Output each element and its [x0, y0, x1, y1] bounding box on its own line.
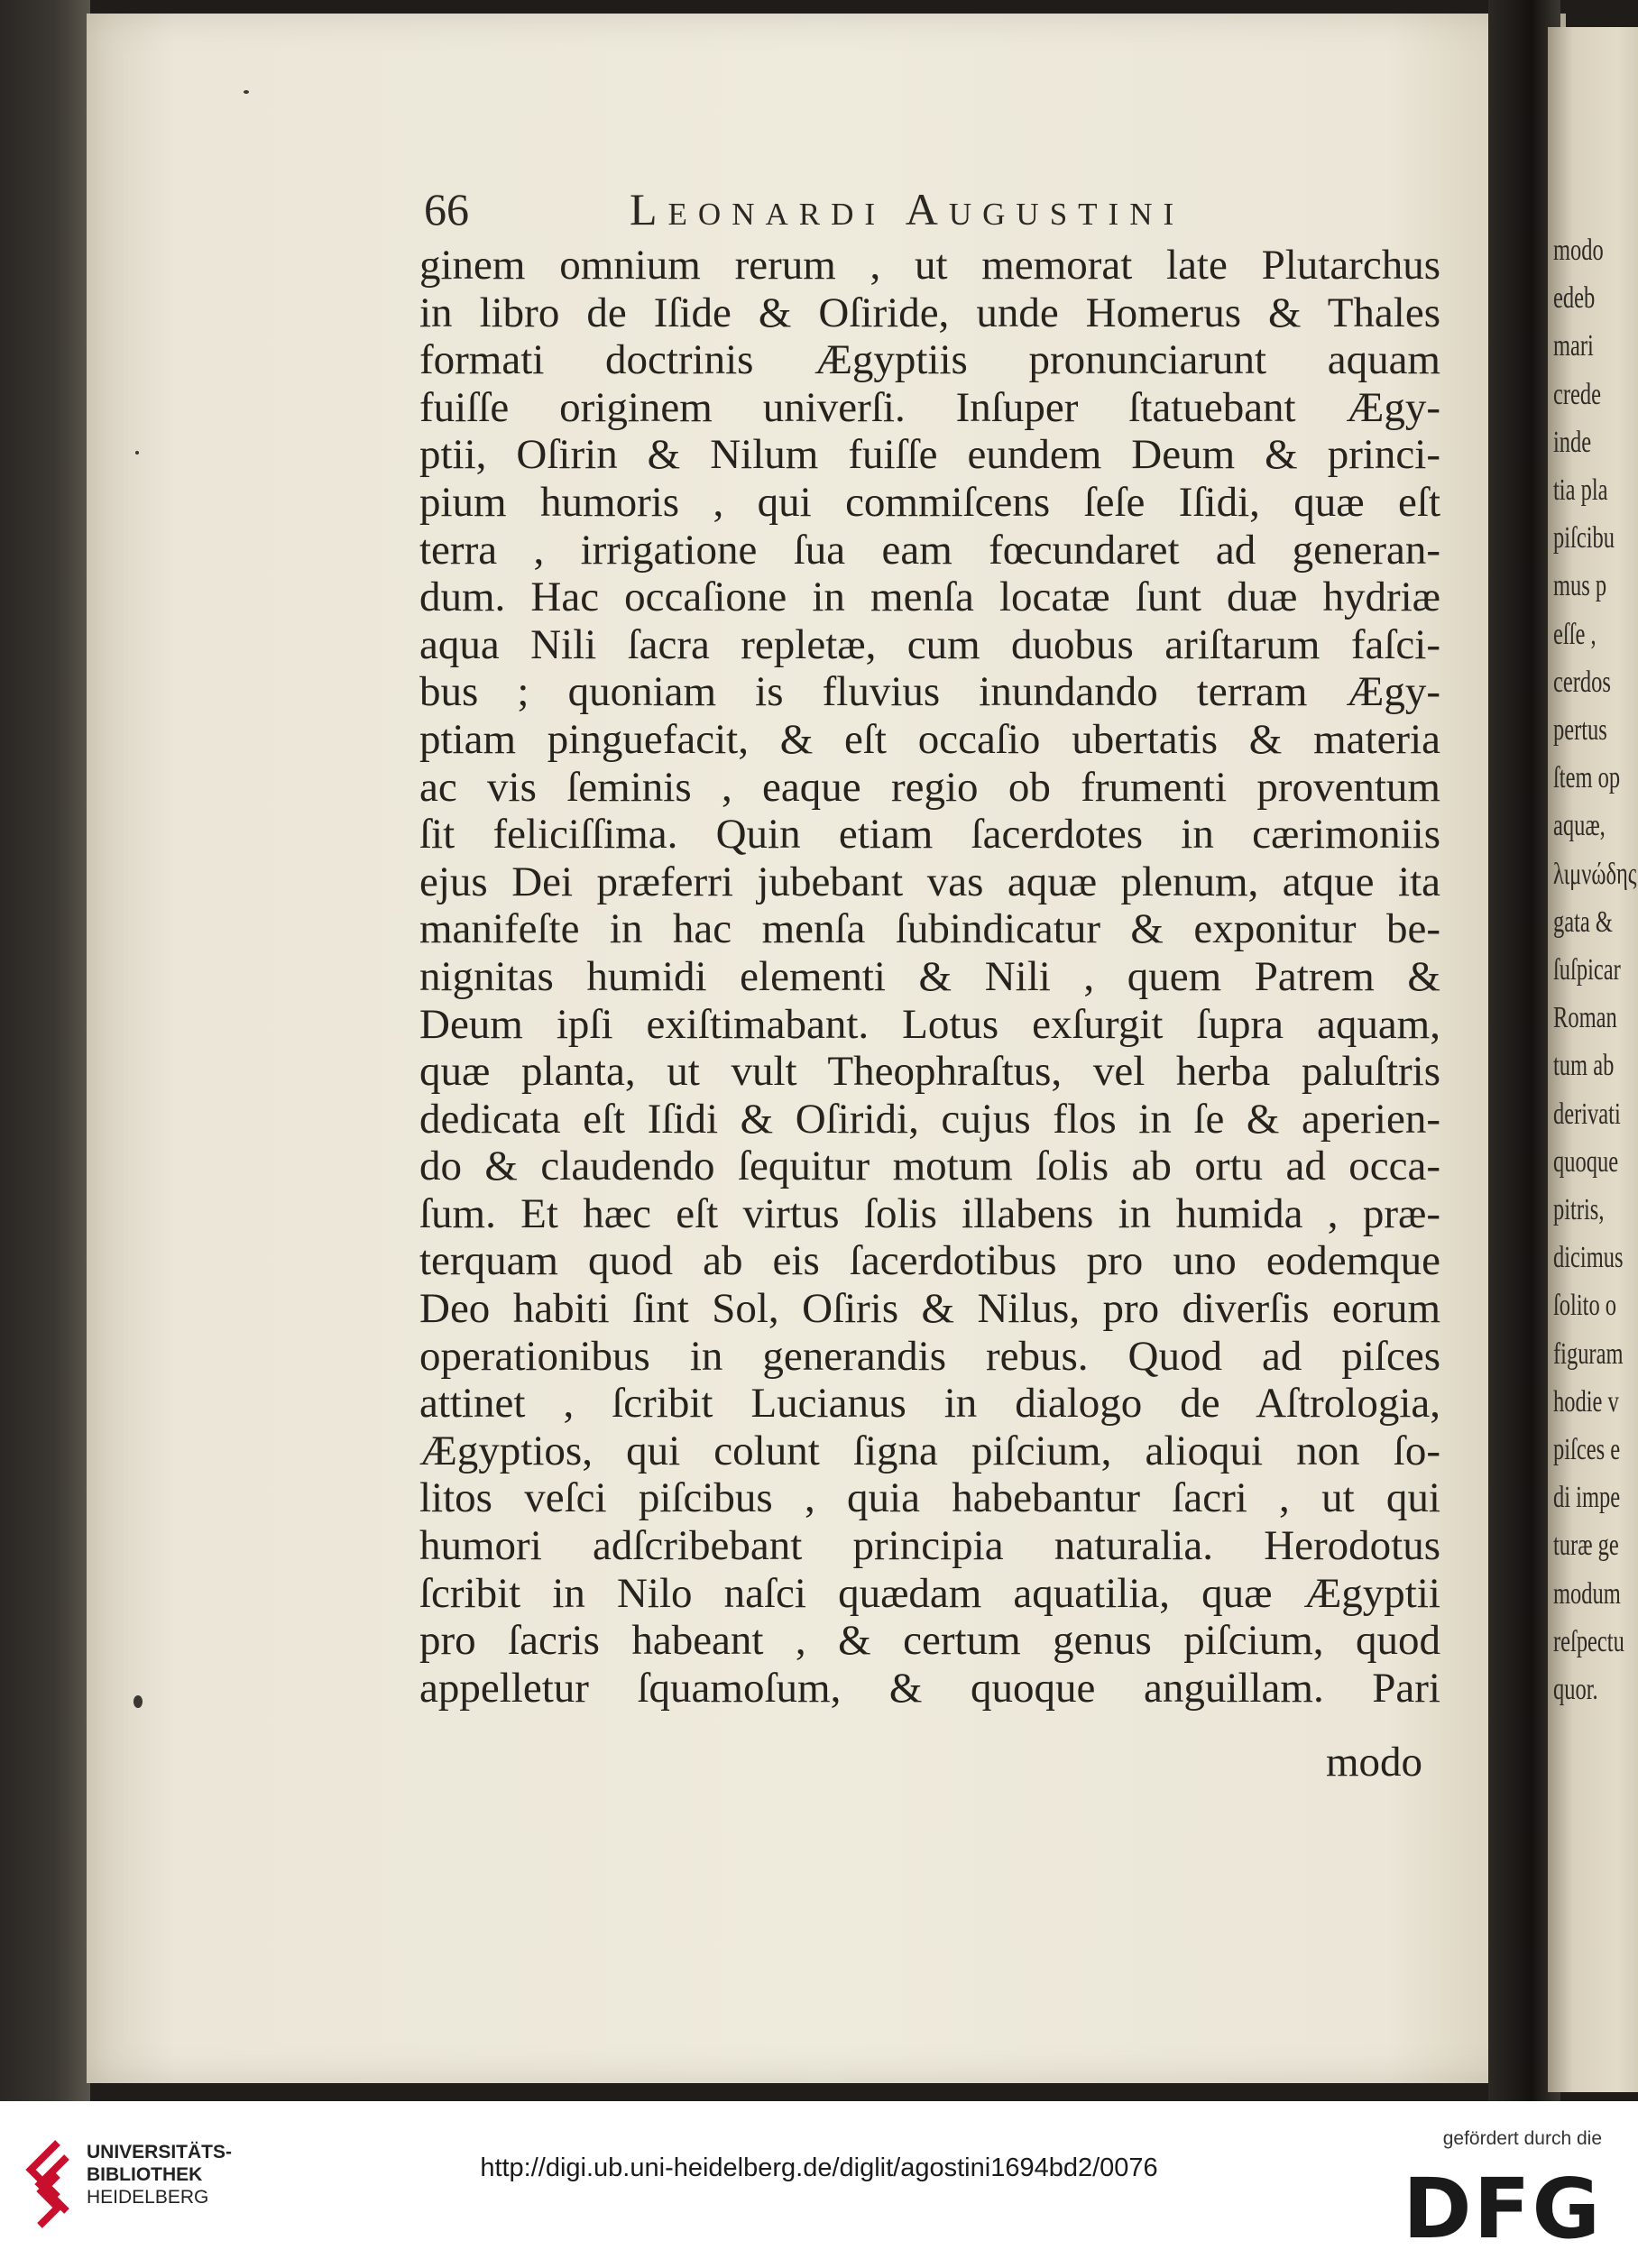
facing-page-fragment: reſpectu — [1553, 1624, 1624, 1658]
facing-page-fragment: edeb — [1553, 281, 1596, 316]
text-line: attinet , ſcribit Lucianus in dialogo de Aſtrologia, — [419, 1380, 1440, 1428]
facing-page-fragment: tum ab — [1553, 1049, 1615, 1083]
facing-page-fragment: inde — [1553, 425, 1592, 459]
text-line: appelletur ſquamoſum, & quoque anguillam. Pari — [419, 1664, 1440, 1712]
facing-page-fragment: piſcibu — [1553, 521, 1615, 556]
text-line: terra , irrigatione ſua eam fœcundaret ad generan- — [419, 526, 1440, 574]
text-line: terquam quod ab eis ſacerdotibus pro uno eodemque — [419, 1237, 1440, 1285]
library-name-line: BIBLIOTHEK — [87, 2164, 203, 2185]
library-name-line: HEIDELBERG — [87, 2187, 209, 2208]
left-binding-edge — [0, 0, 90, 2101]
text-line: Deum ipſi exiſtimabant. Lotus exſurgit ſupra aquam, — [419, 1000, 1440, 1048]
text-line: ejus Dei præferri jubebant vas aquæ plenum, atque ita — [419, 858, 1440, 905]
facing-page-fragment: ſuſpicar — [1553, 953, 1621, 987]
text-line: pro ſacris habeant , & certum genus piſcium, quod — [419, 1617, 1440, 1665]
facing-page-fragment: quoque — [1553, 1144, 1619, 1179]
facing-page-fragment: di impe — [1553, 1481, 1621, 1515]
text-line: nignitas humidi elementi & Nili , quem Patrem & — [419, 952, 1440, 1000]
catchword: modo — [1326, 1739, 1423, 1786]
facing-page-fragment: eſſe , — [1553, 617, 1597, 651]
facing-page-fragment: ſolito o — [1553, 1289, 1617, 1323]
facing-page-fragment: pertus — [1553, 713, 1607, 747]
dfg-logo: DFG — [1403, 2161, 1602, 2257]
text-line: ſum. Et hæc eſt virtus ſolis illabens in humida , præ- — [419, 1189, 1440, 1237]
facing-page-fragment: Roman — [1553, 1001, 1617, 1035]
text-line: ptiam pinguefacit, & eſt occaſio ubertatis & materia — [419, 715, 1440, 763]
dust-speck — [135, 451, 139, 455]
text-line: dum. Hac occaſione in menſa locatæ ſunt duæ hydriæ — [419, 574, 1440, 621]
facing-page-fragment: crede — [1553, 377, 1601, 411]
facing-page-fragment: tia pla — [1553, 473, 1608, 507]
facing-page-fragment: mari — [1553, 329, 1594, 363]
text-line: operationibus in generandis rebus. Quod ad piſces — [419, 1332, 1440, 1380]
footer-bar — [0, 2101, 1638, 2268]
facing-page-fragment: turæ ge — [1553, 1529, 1619, 1563]
text-line: manifeſte in hac menſa ſubindicatur & exponitur be- — [419, 905, 1440, 953]
facing-page-fragment: figuram — [1553, 1336, 1624, 1371]
text-line: ptii, Oſirin & Nilum fuiſſe eundem Deum & princi- — [419, 431, 1440, 479]
text-line: litos veſci piſcibus , quia habebantur ſacri , ut qui — [419, 1474, 1440, 1522]
running-head — [424, 180, 1326, 238]
facing-page-fragment: gata & — [1553, 904, 1613, 939]
facing-page-fragment: modum — [1553, 1576, 1621, 1611]
text-line: ginem omnium rerum , ut memorat late Plutarchus — [419, 242, 1440, 289]
library-name-line: UNIVERSITÄTS- — [87, 2142, 233, 2162]
text-line: formati doctrinis Ægyptiis pronunciarunt aquam — [419, 336, 1440, 384]
facing-page-edge — [1548, 27, 1638, 2092]
permalink-url[interactable]: http://digi.ub.uni-heidelberg.de/diglit/agostini1694bd2/0076 — [480, 2153, 1158, 2182]
text-line: in libro de Iſide & Oſiride, unde Homerus & Thales — [419, 289, 1440, 336]
facing-page-fragment: hodie v — [1553, 1384, 1619, 1419]
facing-page-fragment: dicimus — [1553, 1241, 1624, 1275]
text-line: pium humoris , qui commiſcens ſeſe Iſidi, quæ eſt — [419, 478, 1440, 526]
facing-page-fragment: aquæ, — [1553, 809, 1606, 843]
facing-page-fragment: quor. — [1553, 1673, 1598, 1706]
facing-page-fragment: derivati — [1553, 1097, 1621, 1131]
text-line: aqua Nili ſacra repletæ, cum duobus ariſtarum faſci- — [419, 620, 1440, 668]
page-number: 66 — [424, 184, 469, 234]
text-line: quæ planta, ut vult Theophraſtus, vel herba paluſtris — [419, 1048, 1440, 1096]
facing-page-fragment: piſces e — [1553, 1433, 1621, 1466]
body-text — [419, 242, 1440, 1712]
text-line: ac vis ſeminis , eaque regio ob frumenti proventum — [419, 763, 1440, 811]
text-line: fuiſſe originem univerſi. Inſuper ſtatuebant Ægy- — [419, 383, 1440, 431]
text-line: Ægyptios, qui colunt ſigna piſcium, alioqui non ſo- — [419, 1427, 1440, 1474]
dust-speck — [133, 1695, 143, 1708]
text-line: ſit feliciſſima. Quin etiam ſacerdotes in cærimoniis — [419, 811, 1440, 859]
text-line: humori adſcribebant principia naturalia. Herodotus — [419, 1522, 1440, 1570]
library-logo-icon — [22, 2137, 76, 2235]
facing-page-fragment: modo — [1553, 234, 1604, 267]
facing-page-fragment: mus p — [1553, 569, 1607, 603]
text-line: Deo habiti ſint Sol, Oſiris & Nilus, pro diverſis eorum — [419, 1285, 1440, 1333]
text-line: bus ; quoniam is fluvius inundando terram Ægy- — [419, 668, 1440, 716]
facing-page-fragment: λιμνώδης — [1553, 857, 1637, 891]
sponsor-label: gefördert durch die — [1442, 2128, 1602, 2149]
facing-page-fragment: cerdos — [1553, 665, 1611, 699]
facing-page-fragment: pitris, — [1553, 1193, 1605, 1226]
facing-page-fragment: ſtem op — [1553, 761, 1621, 795]
text-line: do & claudendo ſequitur motum ſolis ab ortu ad occa- — [419, 1143, 1440, 1190]
running-title: Leonardi Augustini — [630, 184, 1185, 234]
text-line: dedicata eſt Iſidi & Oſiridi, cujus flos in ſe & aperien- — [419, 1095, 1440, 1143]
text-line: ſcribit in Nilo naſci quædam aquatilia, quæ Ægyptii — [419, 1569, 1440, 1617]
dust-speck — [244, 90, 249, 94]
